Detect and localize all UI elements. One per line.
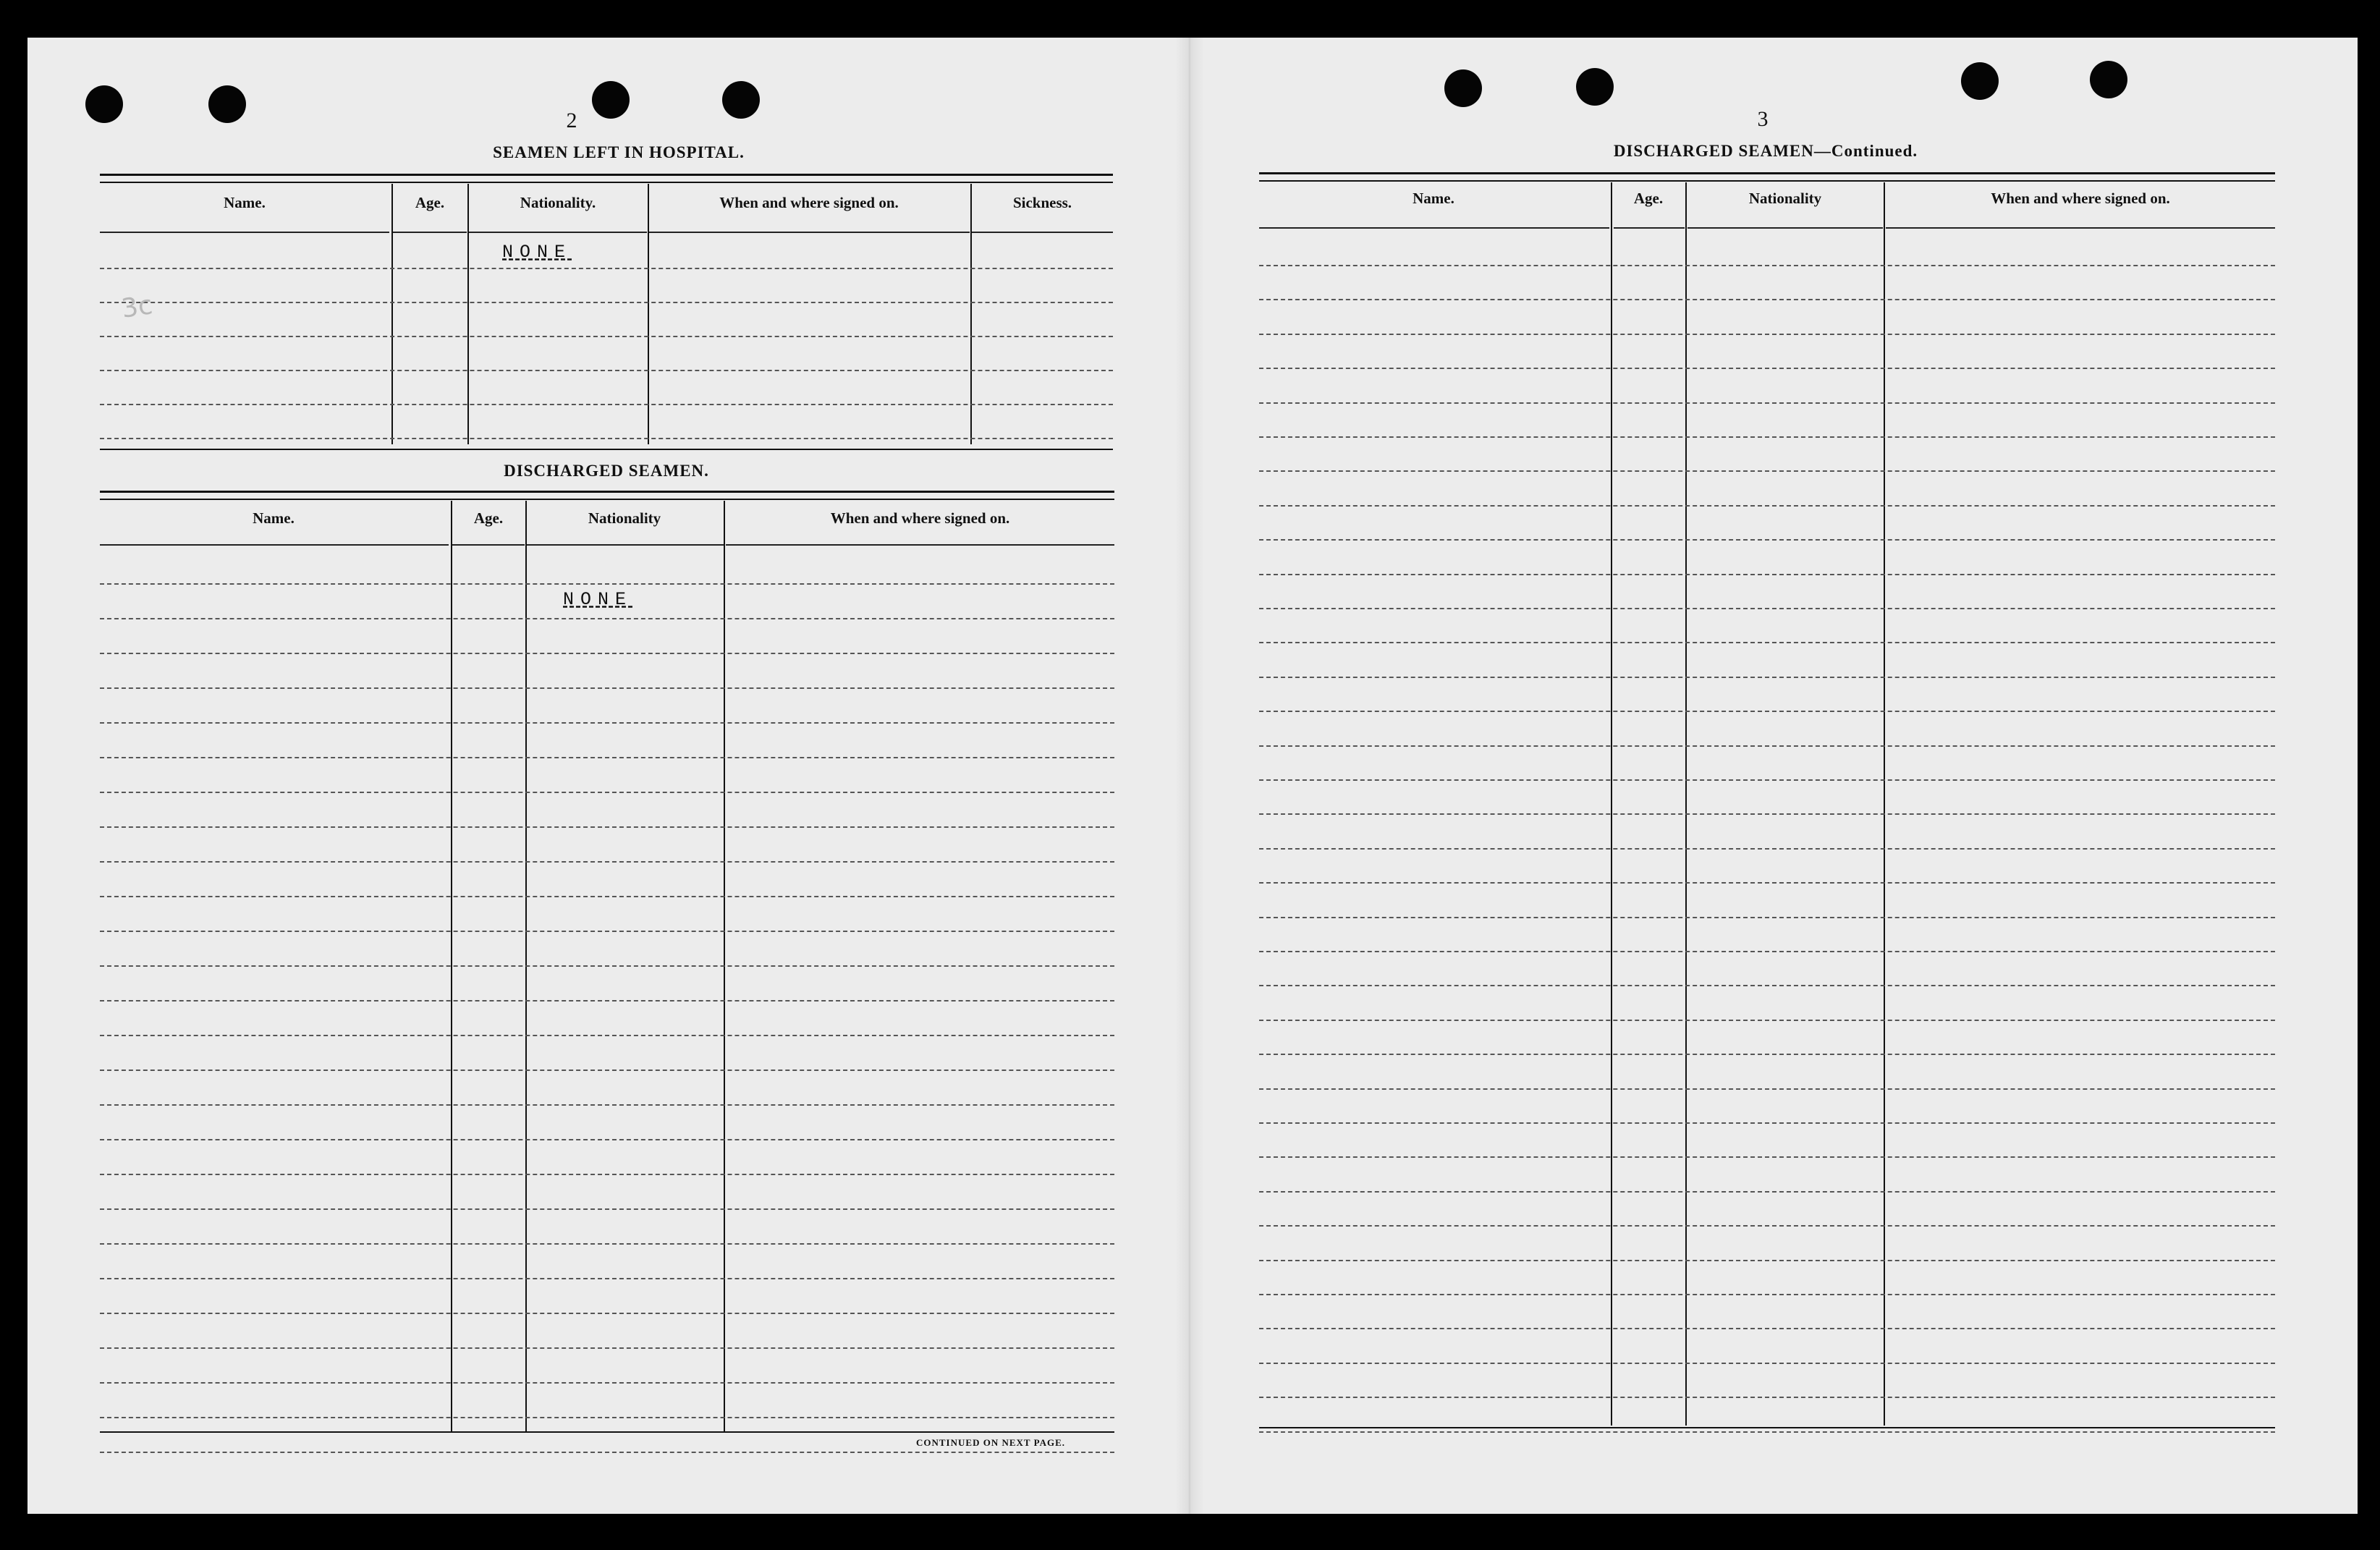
table-row bbox=[1259, 608, 2275, 609]
header-underline bbox=[1614, 227, 1685, 229]
table-row bbox=[1259, 1156, 2275, 1158]
hospital-entry-none: NONE bbox=[502, 242, 572, 263]
table-row bbox=[1259, 1397, 2275, 1398]
continued-note: CONTINUED ON NEXT PAGE. bbox=[916, 1437, 1065, 1448]
column-header-age: Age. bbox=[1633, 190, 1664, 207]
table-row bbox=[1259, 677, 2275, 678]
column-header-age: Age. bbox=[415, 194, 445, 211]
table-row bbox=[1259, 368, 2275, 369]
column-header-name: Name. bbox=[224, 194, 266, 211]
table-row bbox=[1259, 1020, 2275, 1021]
column-header-nationality: Nationality. bbox=[520, 194, 596, 211]
table-row bbox=[1259, 1431, 2275, 1433]
table-row bbox=[1259, 711, 2275, 712]
column-header-signed-on: When and where signed on. bbox=[830, 509, 1010, 527]
table-row bbox=[1259, 642, 2275, 643]
table-row bbox=[1259, 334, 2275, 335]
table-row bbox=[1259, 951, 2275, 952]
table-row bbox=[1259, 1054, 2275, 1055]
table-row bbox=[1259, 813, 2275, 815]
table-row bbox=[1259, 1363, 2275, 1364]
section-title-discharged: DISCHARGED SEAMEN. bbox=[504, 462, 709, 480]
header-underline bbox=[1687, 227, 1883, 229]
table-row bbox=[1259, 402, 2275, 404]
table-bottom-rule bbox=[1259, 1427, 2275, 1428]
table-row bbox=[1259, 299, 2275, 300]
table-row bbox=[1259, 917, 2275, 918]
column-header-signed-on: When and where signed on. bbox=[719, 194, 899, 211]
page-number: 3 bbox=[1757, 107, 1769, 131]
table-row bbox=[1259, 470, 2275, 472]
column-header-age: Age. bbox=[473, 509, 504, 527]
table-row bbox=[1259, 1191, 2275, 1193]
column-header-signed-on: When and where signed on. bbox=[1991, 190, 2170, 207]
header-underline bbox=[1259, 227, 1609, 229]
table-row bbox=[1259, 436, 2275, 438]
column-header-name: Name. bbox=[253, 509, 295, 527]
column-header-nationality: Nationality bbox=[588, 509, 661, 527]
table-row bbox=[1259, 574, 2275, 575]
discharged-continued-table bbox=[1259, 172, 2275, 1431]
table-row bbox=[1259, 882, 2275, 884]
table-top-rule bbox=[1259, 172, 2275, 182]
column-header-sickness: Sickness. bbox=[1012, 194, 1072, 211]
table-row bbox=[1259, 265, 2275, 266]
column-header-nationality: Nationality bbox=[1748, 190, 1822, 207]
table-row bbox=[1259, 985, 2275, 986]
table-row bbox=[1259, 1294, 2275, 1295]
table-row bbox=[1259, 1088, 2275, 1090]
table-row bbox=[1259, 539, 2275, 541]
section-title-discharged-continued: DISCHARGED SEAMEN—Continued. bbox=[1613, 142, 1918, 160]
table-row bbox=[1259, 745, 2275, 747]
discharged-entry-none: NONE bbox=[563, 589, 633, 610]
table-row bbox=[1259, 1260, 2275, 1261]
table-row bbox=[1259, 1122, 2275, 1124]
table-row bbox=[1259, 1328, 2275, 1329]
table-row bbox=[1259, 505, 2275, 507]
table-row bbox=[1259, 1225, 2275, 1227]
pencil-mark: 3c bbox=[119, 290, 155, 324]
section-title-hospital: SEAMEN LEFT IN HOSPITAL. bbox=[493, 143, 745, 161]
header-underline bbox=[1886, 227, 2275, 229]
table-row bbox=[1259, 848, 2275, 850]
column-header-name: Name. bbox=[1413, 190, 1454, 207]
page-number: 2 bbox=[566, 109, 577, 132]
table-row bbox=[1259, 779, 2275, 781]
